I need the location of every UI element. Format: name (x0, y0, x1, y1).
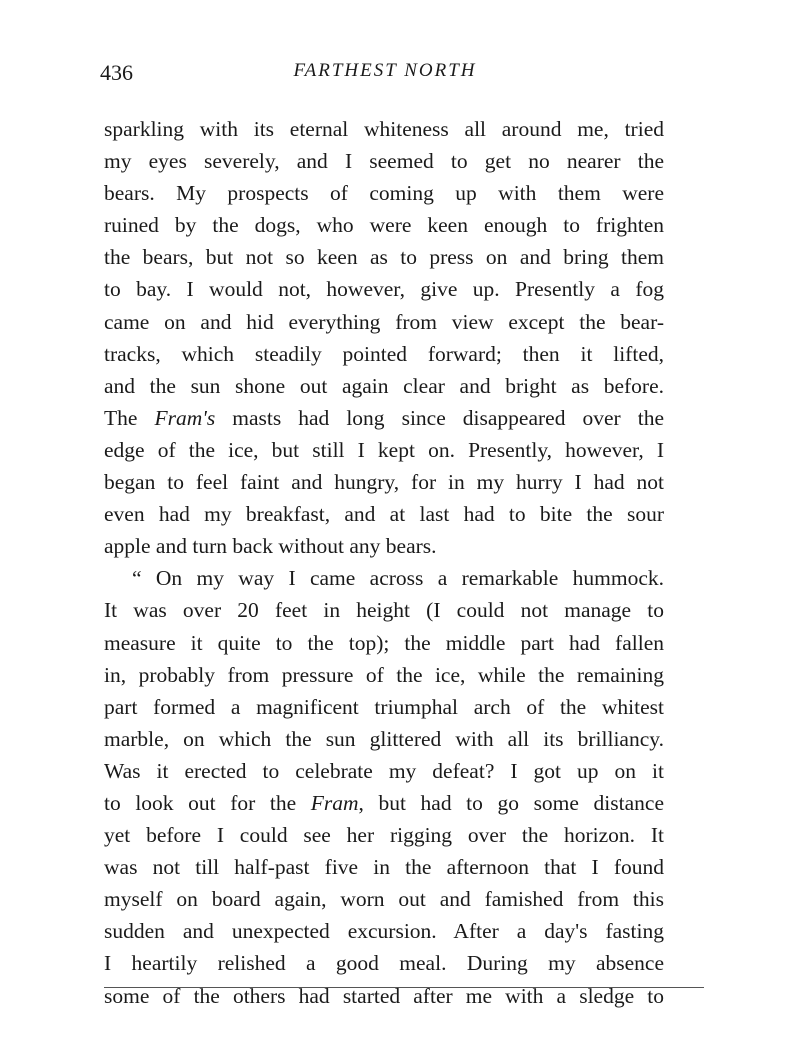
text-line: to bay. I would not, however, give up. Presently a fog (104, 277, 664, 302)
text-line: edge of the ice, but still I kept on. Presently, however, I (104, 437, 664, 462)
text-line: “ On my way I came across a remarkable hummock. (132, 566, 664, 591)
text-line: was not till half-past five in the afternoon that I found (104, 855, 664, 880)
text-line: sudden and unexpected excursion. After a day's fasting (104, 919, 664, 944)
text-line: Was it erected to celebrate my defeat? I got up on it (104, 758, 664, 783)
text-line: ruined by the dogs, who were keen enough to frighten (104, 213, 664, 238)
text-line: I heartily relished a good meal. During my absence (104, 951, 664, 976)
page-bottom-rule (104, 987, 704, 988)
page-number: 436 (100, 60, 133, 85)
text-line: marble, on which the sun glittered with all its brilliancy. (104, 726, 664, 751)
text-line: some of the others had started after me with a sledge to (104, 983, 664, 1008)
text-line: The Fram's masts had long since disappeared over the (104, 405, 664, 430)
text-line: my eyes severely, and I seemed to get no nearer the (104, 149, 664, 174)
text-line: yet before I could see her rigging over the horizon. It (104, 823, 664, 848)
text-line: bears. My prospects of coming up with them were (104, 181, 664, 206)
text-line: tracks, which steadily pointed forward; then it lifted, (104, 341, 664, 366)
text-line: began to feel faint and hungry, for in my hurry I had not (104, 470, 664, 495)
text-line: part formed a magnificent triumphal arch of the whitest (104, 694, 664, 719)
running-head (100, 60, 670, 90)
body-text (104, 113, 664, 1012)
text-line: and the sun shone out again clear and bright as before. (104, 373, 664, 398)
text-line: even had my breakfast, and at last had to bite the sour (104, 502, 664, 527)
text-line: myself on board again, worn out and famished from this (104, 887, 664, 912)
text-line: to look out for the Fram, but had to go some distance (104, 790, 664, 815)
text-line: the bears, but not so keen as to press on and bring them (104, 245, 664, 270)
text-line: in, probably from pressure of the ice, while the remaining (104, 662, 664, 687)
text-line: sparkling with its eternal whiteness all around me, tried (104, 117, 664, 141)
running-title: FARTHEST NORTH (293, 60, 477, 81)
text-line: It was over 20 feet in height (I could not manage to (104, 598, 664, 623)
text-line: came on and hid everything from view except the bear- (104, 309, 664, 334)
text-line: measure it quite to the top); the middle part had fallen (104, 630, 664, 655)
text-line: apple and turn back without any bears. (104, 534, 437, 559)
